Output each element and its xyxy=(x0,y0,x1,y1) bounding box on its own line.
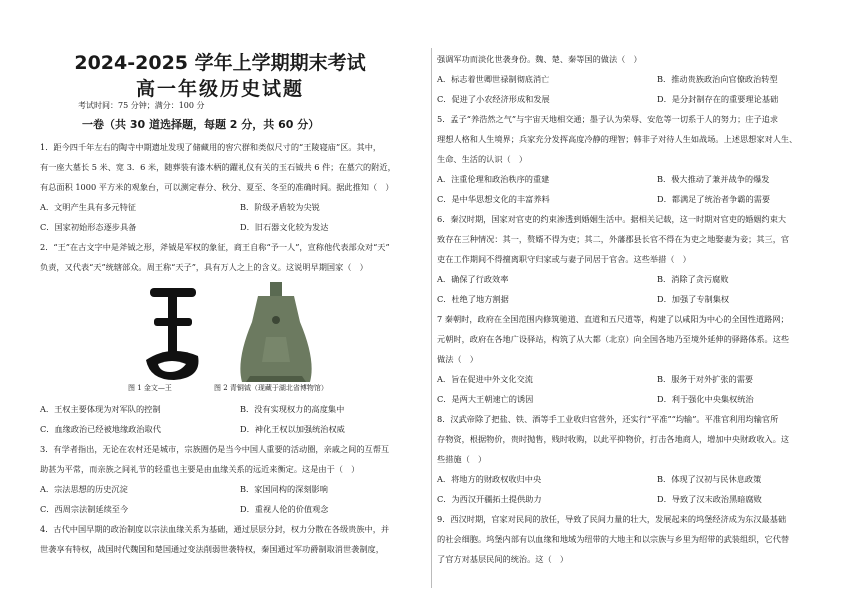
q3-option-b[interactable]: B．家国同构的深刻影响 xyxy=(240,484,328,494)
q6-line: 致存在三种情况：其一，赘婿不得为吏；其二，外藩郡县长官不得在为吏之地娶妻为妾；其三，官 xyxy=(437,234,790,244)
q1-line: 有总面积 1000 平方米的观象台，可以测定春分、秋分、夏至、冬至的准确时间。据此推知（ ） xyxy=(40,182,394,192)
q6-line: 吏在工作期间不得擅离职守归家或与妻子同居于官舍。这些举措（ ） xyxy=(437,254,691,264)
q4-option-b[interactable]: B．推动贵族政治向官僚政治转型 xyxy=(657,74,778,84)
q6-option-a[interactable]: A．确保了行政效率 xyxy=(437,274,509,284)
q7-line: 做法（ ） xyxy=(437,354,478,364)
q3-line: 助甚为平常，而亲族之间礼节的轻重也主要是由血缘关系的远近来衡定。这是由于（ ） xyxy=(40,464,360,474)
q3-line: 3．有学者指出，无论在农村还是城市，宗族圈仍是当今中国人重要的活动圈，亲戚之间的互帮互 xyxy=(40,444,390,454)
q9-line: 的社会细胞。坞堡内部有以血缘和地域为纽带的大地主和以宗族与乡里为绍带的武装组织，它代替 xyxy=(437,534,790,544)
q8-line: 8．汉武帝除了把盐、铁、酒等手工业收归官营外，还实行“平准”“均输”。平准官利用均输官所 xyxy=(437,414,779,424)
q4-line: 4．古代中国早期的政治制度以宗法血缘关系为基础，通过层层分封，权力分散在各级贵族中，并 xyxy=(40,524,390,534)
q5-line: 理想人格和人生境界；兵家充分发挥高度冷静的理智；韩非子对待人生如战场。上述思想家对人生、 xyxy=(437,134,798,144)
q4-continued: 强调军功而淡化世袭身份。魏、楚、秦等国的做法（ ） xyxy=(437,54,642,64)
q6-line: 6．秦汉时期，国家对官吏的约束渗透到婚姻生活中。据相关记载，这一时期对官吏的婚姻约束大 xyxy=(437,214,787,224)
q1-option-a[interactable]: A．文明产生具有多元特征 xyxy=(40,202,136,212)
section-heading: 一卷（共 30 道选择题，每题 2 分，共 60 分） xyxy=(82,118,320,131)
q1-option-b[interactable]: B．阶级矛盾较为尖锐 xyxy=(240,202,320,212)
q1-option-c[interactable]: C．国家初始形态逐步具备 xyxy=(40,222,137,232)
q8-option-b[interactable]: B．体现了汉初与民休息政策 xyxy=(657,474,762,484)
q7-line: 7 秦朝时，政府在全国范围内修筑驰道、直道和五尺道等，构建了以咸阳为中心的全国性道路网； xyxy=(437,314,789,324)
q5-option-c[interactable]: C．是中华思想文化的丰富养料 xyxy=(437,194,550,204)
q8-option-a[interactable]: A．将地方的财政权收归中央 xyxy=(437,474,542,484)
q3-option-a[interactable]: A．宗法思想的历史沉淀 xyxy=(40,484,128,494)
q2-option-b[interactable]: B．没有实现权力的高度集中 xyxy=(240,404,345,414)
q7-option-d[interactable]: D．利于强化中央集权统治 xyxy=(657,394,754,404)
q6-option-d[interactable]: D．加强了专制集权 xyxy=(657,294,730,304)
q8-line: 存物资，根据物价，贵时抛售，贱时收购，以此平抑物价，打击各地商人，增加中央财政收入。这 xyxy=(437,434,790,444)
q8-line: 些措施（ ） xyxy=(437,454,487,464)
q5-line: 5．孟子“养浩然之气”与宇宙天地相交通；墨子认为荣辱、安危等一切系于人的努力；庄子追求 xyxy=(437,114,779,124)
q6-option-c[interactable]: C．杜绝了地方割据 xyxy=(437,294,509,304)
figure-images xyxy=(140,282,380,392)
figure2-caption: 图 2 青铜钺（现藏于湖北省博物馆） xyxy=(214,384,328,392)
q7-option-b[interactable]: B．服务于对外扩张的需要 xyxy=(657,374,754,384)
q9-line: 9．西汉时期，官家对民间的放任，导致了民间力量的壮大，发展起来的坞堡经济成为东汉最基础 xyxy=(437,514,787,524)
q2-option-d[interactable]: D．神化王权以加强统治权威 xyxy=(240,424,345,434)
q4-option-a[interactable]: A．标志着世卿世禄制彻底消亡 xyxy=(437,74,550,84)
q5-line: 生命、生活的认识（ ） xyxy=(437,154,528,164)
q9-line: 了官方对基层民间的统治。这（ ） xyxy=(437,554,569,564)
q7-option-c[interactable]: C．是两大王朝速亡的诱因 xyxy=(437,394,534,404)
q3-option-d[interactable]: D．重视人伦的价值观念 xyxy=(240,504,329,514)
q6-option-b[interactable]: B．消除了贪污腐败 xyxy=(657,274,729,284)
q5-option-d[interactable]: D．都满足了统治者争霸的需要 xyxy=(657,194,771,204)
q7-line: 元朝时，政府在各地广设驿站，构筑了从大都（北京）向全国各地乃至境外延伸的驿路体系。这些 xyxy=(437,334,790,344)
q4-line: 世袭享有特权，战国时代魏国和楚国通过变法削弱世袭特权，秦国通过军功爵制取消世袭制度， xyxy=(40,544,384,554)
exam-meta: 考试时间：75 分钟；满分：100 分 xyxy=(78,101,205,110)
exam-title: 2024-2025 学年上学期期末考试 xyxy=(74,52,366,74)
q1-line: 有一座大墓长 5 米、宽 3．6 米，随葬装有漆木柄的躍礼仪有关的玉石钺共 6 件；在墓穴的附近， xyxy=(40,162,396,172)
bronze-inscription-wang-icon xyxy=(146,288,199,380)
exam-subtitle: 高一年级历史试题 xyxy=(135,78,304,100)
column-divider xyxy=(431,48,432,588)
q3-option-c[interactable]: C．西周宗法制延续至今 xyxy=(40,504,129,514)
q5-option-a[interactable]: A．注重伦理和政治秩序的重建 xyxy=(437,174,550,184)
bronze-axe-icon xyxy=(240,282,311,382)
figure1-caption: 图 1 金文—王 xyxy=(128,384,172,392)
q8-option-c[interactable]: C．为西汉开疆拓土提供助力 xyxy=(437,494,542,504)
q7-option-a[interactable]: A．旨在促进中外文化交流 xyxy=(437,374,533,384)
q5-option-b[interactable]: B．极大推动了兼并战争的爆发 xyxy=(657,174,770,184)
q2-line: 2．“王”在古文字中是斧钺之形，斧钺是军权的象征，商王自称“予一人”，宣称他代表部众对“天” xyxy=(40,242,390,252)
q8-option-d[interactable]: D．导致了汉末政治黑暗腐败 xyxy=(657,494,762,504)
q1-option-d[interactable]: D．旧石器文化较为发达 xyxy=(240,222,329,232)
q2-line: 负责，又代表“天”统辖部众。周王称“天子”，具有万人之上的含义。这说明早期国家（ ） xyxy=(40,262,368,272)
q4-option-c[interactable]: C．促进了小农经济形成和发展 xyxy=(437,94,550,104)
q2-option-a[interactable]: A．王权主要体现为对军队的控制 xyxy=(40,404,161,414)
q4-option-d[interactable]: D．是分封制存在的重要理论基础 xyxy=(657,94,779,104)
q2-option-c[interactable]: C．血缘政治已经被地缘政治取代 xyxy=(40,424,161,434)
q1-line: 1．距今四千年左右的陶寺中期遗址发现了储藏用的窖穴群和类似尺寸的“王陵寝庙”区。其中， xyxy=(40,142,382,152)
